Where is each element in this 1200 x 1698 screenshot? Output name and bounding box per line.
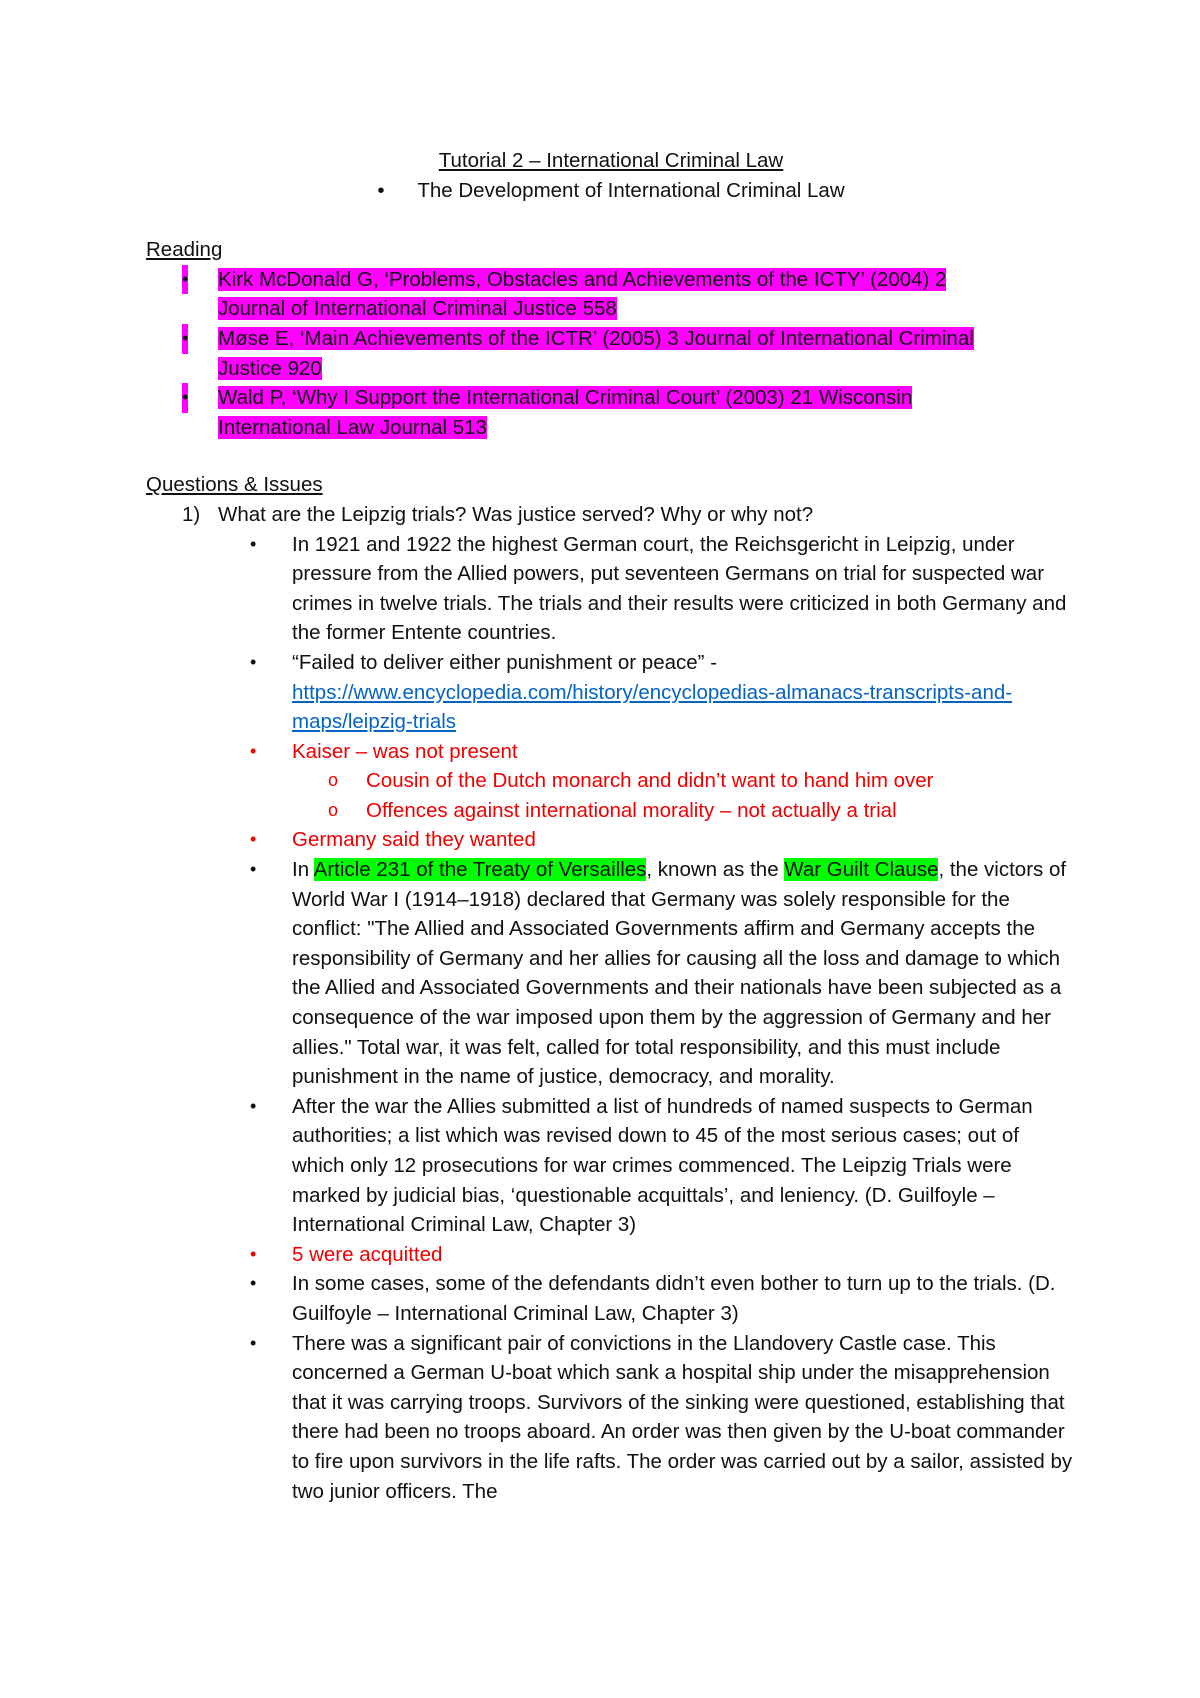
answer-bullet [146, 1269, 1076, 1328]
sub-bullet-text: Offences against international morality – not actually a trial [366, 798, 897, 822]
reading-item-line1: Møse E, ‘Main Achievements of the ICTR’ (2005) 3 Journal of International Criminal [218, 326, 974, 350]
bullet-icon: • [250, 740, 257, 761]
reading-item [146, 383, 1076, 442]
bullet-icon: • [182, 324, 188, 354]
answer-bullet [146, 530, 1076, 648]
bullet-icon: • [182, 265, 188, 295]
reading-heading: Reading [146, 238, 223, 262]
document-body [146, 146, 1076, 1506]
bullet-icon: • [250, 533, 257, 554]
bullet-icon: • [182, 383, 188, 413]
answer-text: After the war the Allies submitted a list of hundreds of named suspects to German authorities; a list which was revised down to 45 of the most serious cases; out of which only 12 prosecutions for war crimes commenced. The Leipzig Trials were marked by judicial bias, ‘questionable acquittals’, and leniency. (D. Guilfoyle – International Criminal Law, Chapter 3) [292, 1094, 1033, 1237]
answer-text-pre: In [292, 858, 314, 882]
bullet-icon: • [250, 859, 257, 880]
reading-item [146, 324, 1076, 383]
answer-text-post: , the victors of World War I (1914–1918) declared that Germany was solely responsible for the conflict: "The Allied and Associated Governments affirm and Germany accepts the responsibility of Germany and her allies for causing all the loss and damage to which the Allied and Associated Governments and their nationals have been subjected as a consequence of the war imposed upon them by the aggression of Germany and her allies." Total war, it was felt, called for total responsibility, and this must include punishment in the name of justice, democracy, and morality. [292, 858, 1067, 1089]
reading-item-line1: Kirk McDonald G, ‘Problems, Obstacles and Achievements of the ICTY’ (2004) 2 [218, 267, 947, 291]
questions-heading: Questions & Issues [146, 473, 323, 497]
answer-text: There was a significant pair of convictions in the Llandovery Castle case. This concerned a German U-boat which sank a hospital ship under the misapprehension that it was carrying troops. Survivors of the sinking were questioned, establishing that there had been no troops aboard. An order was then given by the U-boat commander to fire upon survivors in the life rafts. The order was carried out by a sailor, assisted by two junior officers. The [292, 1331, 1073, 1503]
answer-text: In some cases, some of the defendants didn’t even bother to turn up to the trials. (D. Guilfoyle – International Criminal Law, Chapter 3) [292, 1272, 1056, 1325]
document-subtitle: The Development of International Criminal Law [417, 178, 845, 202]
answer-text: In 1921 and 1922 the highest German court, the Reichsgericht in Leipzig, under pressure from the Allied powers, put seventeen Germans on trial for suspected war crimes in twelve trials. The trials and their results were criticized in both Germany and the former Entente countries. [292, 532, 1067, 645]
answer-bullet [146, 825, 1076, 855]
bullet-icon: • [250, 651, 257, 672]
highlight-article-231: Article 231 of the Treaty of Versailles [313, 858, 647, 882]
question-text: What are the Leipzig trials? Was justice served? Why or why not? [218, 502, 814, 526]
reading-item-line2: Journal of International Criminal Justice 558 [218, 297, 617, 321]
document-title: Tutorial 2 – International Criminal Law [438, 149, 784, 172]
answer-bullet [146, 737, 1076, 767]
reading-item [146, 265, 1076, 324]
reading-item-line2: Justice 920 [218, 356, 322, 380]
document-title-line [146, 146, 1076, 176]
answer-bullet [146, 1329, 1076, 1507]
reading-item-line1: Wald P, ‘Why I Support the International Criminal Court’ (2003) 21 Wisconsin [218, 386, 913, 410]
highlight-war-guilt-clause: War Guilt Clause [784, 858, 939, 882]
answer-bullet [146, 1092, 1076, 1240]
quote-text: “Failed to deliver either punishment or peace” - [292, 650, 718, 674]
subtitle-line [146, 176, 1076, 206]
bullet-icon: • [377, 178, 385, 202]
bullet-icon: • [250, 1332, 257, 1353]
answer-bullet [146, 855, 1076, 1092]
sub-bullet [146, 796, 1076, 826]
answer-text: 5 were acquitted [292, 1242, 443, 1266]
reading-item-line2: International Law Journal 513 [218, 415, 487, 439]
bullet-icon: • [250, 1095, 257, 1116]
answer-bullet [146, 648, 1076, 737]
answer-text: Germany said they wanted [292, 828, 536, 852]
circle-bullet-icon: o [328, 799, 339, 820]
bullet-icon: • [250, 1243, 257, 1264]
bullet-icon: • [250, 829, 257, 850]
source-link[interactable]: https://www.encyclopedia.com/history/encyclopedias-almanacs-transcripts-and-maps/leipzig-trials [292, 680, 1013, 734]
answer-bullet [146, 1240, 1076, 1270]
sub-bullet-text: Cousin of the Dutch monarch and didn’t want to hand him over [366, 769, 934, 793]
circle-bullet-icon: o [328, 770, 339, 791]
question-item [146, 500, 1076, 530]
question-number: 1) [182, 502, 201, 526]
bullet-icon: • [250, 1273, 257, 1294]
answer-text: Kaiser – was not present [292, 739, 518, 763]
sub-bullet [146, 766, 1076, 796]
answer-text-mid: , known as the [646, 858, 785, 882]
